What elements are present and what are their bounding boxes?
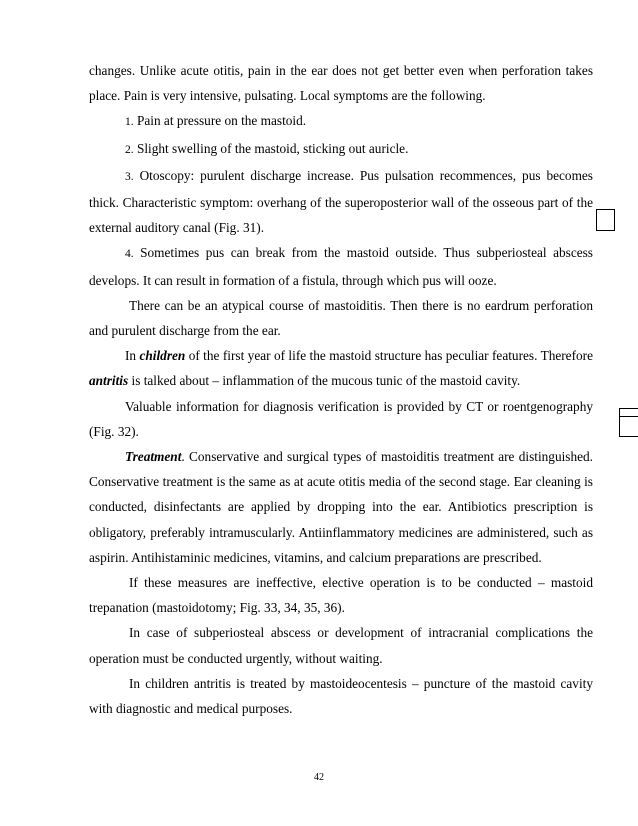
text-run: . Conservative and surgical types of mastoiditis treatment are distinguished. Conservative treatment is the same as at acute otitis media of the second stage. Ear cleaning is conducted, disinfectants are applied by dropping into the ear. Antibiotics prescription is obligatory, preferably intramuscularly. Antiinflammatory medicines are administered, such as aspirin. Antihistaminic medicines, vitamins, and calcium preparations are prescribed.: [89, 449, 593, 565]
list-item-3: [89, 163, 593, 241]
list-item-text: Pain at pressure on the mastoid.: [136, 113, 307, 129]
paragraph-treatment: [89, 444, 593, 570]
list-item-text: Slight swelling of the mastoid, sticking out auricle.: [136, 140, 409, 156]
page-number: 42: [314, 772, 324, 783]
paragraph-children: [89, 343, 593, 393]
term-children: children: [139, 348, 186, 364]
term-treatment: Treatment: [125, 449, 182, 465]
term-antritis: antritis: [89, 373, 129, 389]
paragraph-atypical: There can be an atypical course of mastoiditis. Then there is no eardrum perforation and purulent discharge from the ear.: [89, 297, 593, 339]
list-number: 1.: [125, 116, 134, 129]
text-run: is talked about – inflammation of the mucous tunic of the mastoid cavity.: [128, 373, 521, 389]
paragraph-ct: Valuable information for diagnosis verification is provided by CT or roentgenography (Fig. 32).: [89, 398, 593, 439]
list-number: 4.: [125, 248, 134, 261]
paragraph-urgent: In case of subperiosteal abscess or development of intracranial complications the operation must be conducted urgently, without waiting.: [89, 625, 593, 666]
list-number: 3.: [125, 170, 134, 183]
margin-box: [619, 416, 638, 437]
text-run: In: [125, 348, 140, 364]
list-item-2: [89, 136, 593, 163]
list-item-text: Otoscopy: purulent discharge increase. Pus pulsation recommences, pus becomes thick. Characteristic symptom: overhang of the superoposterior wall of the osseous part of the external auditory canal (Fig. 31).: [89, 167, 593, 236]
list-number: 2.: [125, 143, 134, 156]
paragraph-mastoideocentesis: In children antritis is treated by mastoideocentesis – puncture of the mastoid cavity with diagnostic and medical purposes.: [89, 675, 593, 717]
page-body: [89, 58, 593, 721]
margin-box: [596, 209, 615, 231]
list-item-4: [89, 240, 593, 292]
paragraph-operation: If these measures are ineffective, elective operation is to be conducted – mastoid trepanation (mastoidotomy; Fig. 33, 34, 35, 36).: [89, 575, 593, 616]
list-item-text: Sometimes pus can break from the mastoid outside. Thus subperiosteal abscess develops. It can result in formation of a fistula, through which pus will ooze.: [89, 245, 593, 288]
paragraph-intro: changes. Unlike acute otitis, pain in the ear does not get better even when perforation takes place. Pain is very intensive, pulsating. Local symptoms are the following.: [89, 63, 593, 104]
list-item-1: [89, 108, 593, 135]
text-run: of the first year of life the mastoid structure has peculiar features. Therefore: [185, 348, 593, 364]
